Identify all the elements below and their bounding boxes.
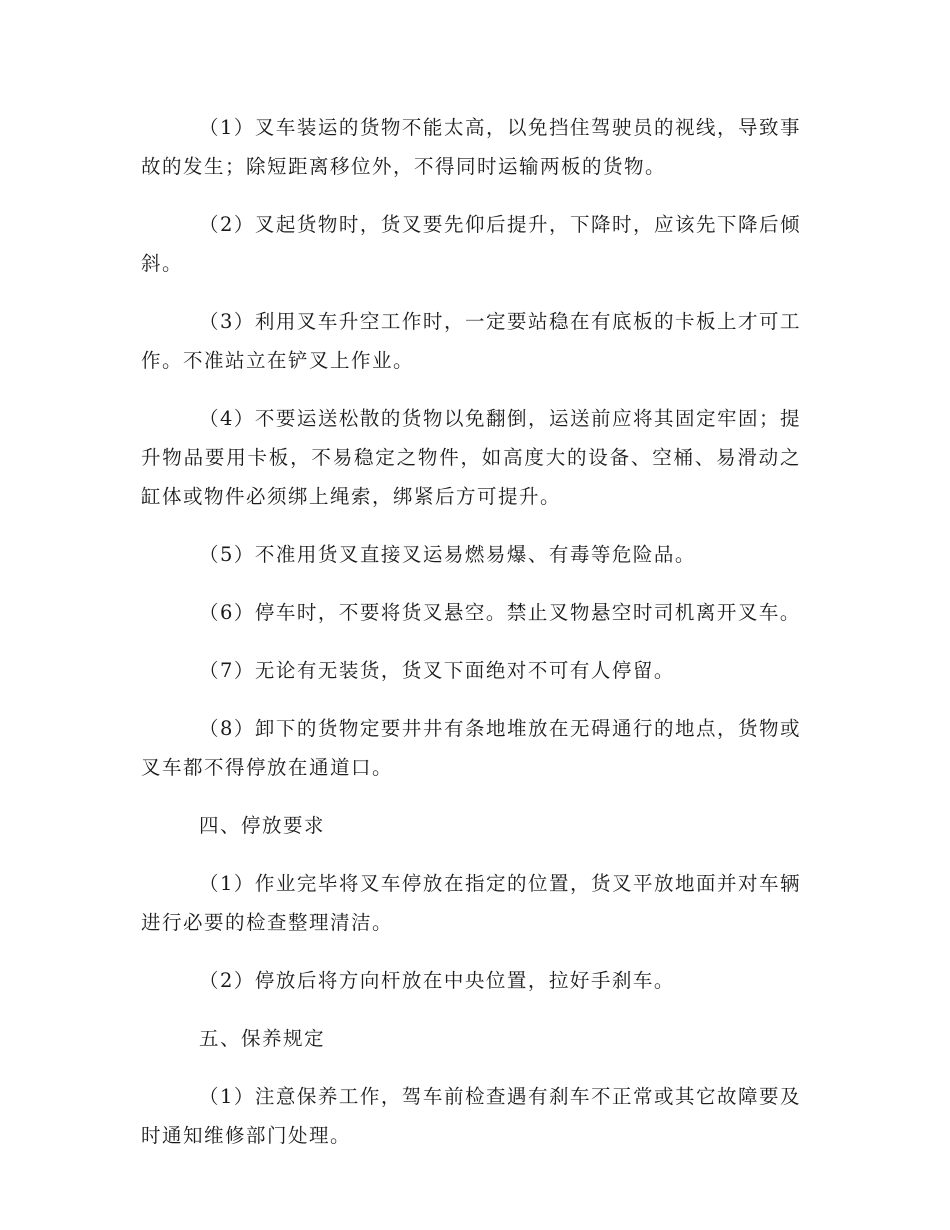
maintenance-paragraph-1: （1）注意保养工作，驾车前检查遇有刹车不正常或其它故障要及时通知维修部门处理。	[141, 1085, 801, 1147]
paragraph-8: （8）卸下的货物定要井井有条地堆放在无碍通行的地点，货物或叉车都不得停放在通道口。	[141, 717, 801, 779]
paragraph-5: （5）不准用货叉直接叉运易燃易爆、有毒等危险品。	[199, 543, 696, 566]
parking-paragraph-1: （1）作业完毕将叉车停放在指定的位置，货叉平放地面并对车辆进行必要的检查整理清洁。	[141, 872, 801, 934]
document-page	[141, 108, 801, 1174]
paragraph-1: （1）叉车装运的货物不能太高，以免挡住驾驶员的视线，导致事故的发生；除短距离移位外，不得同时运输两板的货物。	[141, 116, 801, 178]
paragraph-4: （4）不要运送松散的货物以免翻倒，运送前应将其固定牢固；提升物品要用卡板，不易稳定之物件，如高度大的设备、空桶、易滑动之缸体或物件必须绑上绳索，绑紧后方可提升。	[141, 407, 801, 508]
paragraph-6: （6）停车时，不要将货叉悬空。禁止叉物悬空时司机离开叉车。	[199, 601, 801, 624]
paragraph-2: （2）叉起货物时，货叉要先仰后提升，下降时，应该先下降后倾斜。	[141, 213, 801, 275]
paragraph-3: （3）利用叉车升空工作时，一定要站稳在有底板的卡板上才可工作。不准站立在铲叉上作业。	[141, 310, 801, 372]
section-heading-maintenance: 五、保养规定	[199, 1027, 326, 1050]
parking-paragraph-2: （2）停放后将方向杆放在中央位置，拉好手刹车。	[199, 969, 675, 992]
section-heading-parking: 四、停放要求	[199, 814, 326, 837]
paragraph-7: （7）无论有无装货，货叉下面绝对不可有人停留。	[199, 659, 675, 682]
